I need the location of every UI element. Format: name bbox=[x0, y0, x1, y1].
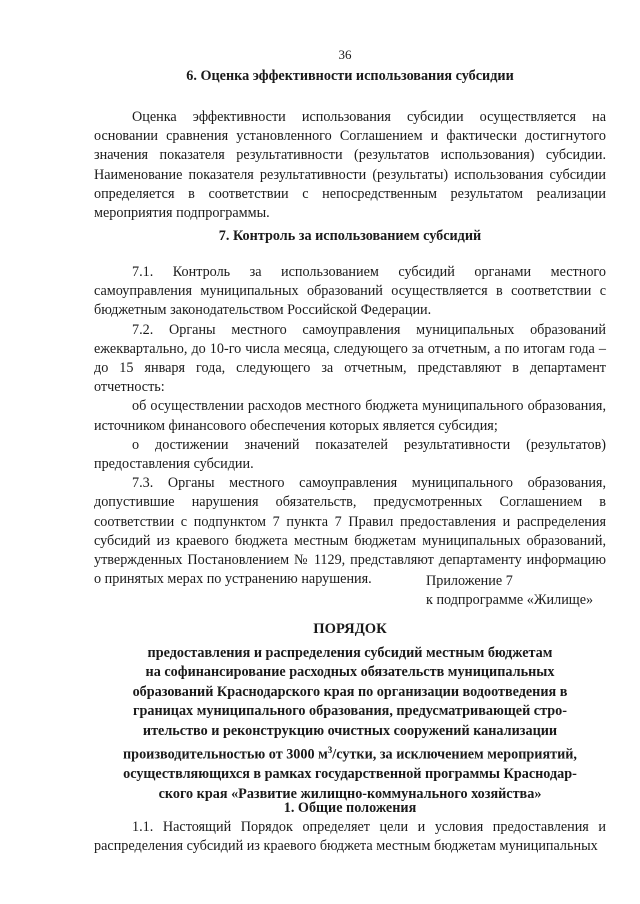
section-1-body bbox=[94, 818, 606, 856]
paragraph-7-3: 7.3. Органы местного самоуправления муниципального образования, допустившие нарушения обязательств, предусмотренных Соглашением в соответствии с подпунктом 7 пункта 7 Правил предоставления и распределения субсидий из краевого бюджета местным бюджетам муниципальных образований, утвержденных Постановлением № 1129, представляют департаменту информацию о принятых мерах по устранению нарушения. bbox=[94, 475, 606, 588]
order-subtitle-line bbox=[94, 741, 606, 765]
order-subtitle-line: осуществляющихся в рамках государственной программы Краснодар- bbox=[123, 766, 577, 783]
appendix-line-1: Приложение 7 bbox=[426, 573, 513, 589]
order-subtitle-line: ительство и реконструкцию очистных сооружений канализации bbox=[142, 722, 558, 739]
paragraph-1-1: 1.1. Настоящий Порядок определяет цели и условия предоставления и распределения субсидий из краевого бюджета местным бюджетам муниципальных bbox=[94, 819, 606, 855]
section-1-heading: 1. Общие положения bbox=[283, 800, 417, 816]
appendix-line-2: к подпрограмме «Жилище» bbox=[426, 592, 594, 608]
appendix-note bbox=[426, 572, 616, 610]
order-subtitle-part: /сутки, за исключением мероприятий, bbox=[332, 746, 577, 763]
order-subtitle-line: предоставления и распределения субсидий местным бюджетам bbox=[147, 644, 553, 661]
section-6-paragraph: Оценка эффективности использования субсидии осуществляется на основании сравнения установленного Соглашением и фактически достигнутого значения показателя результативности (результатов использования) субсидии. Наименование показателя результативности (результаты) использования субсидии определяется в соответствии с непосредственным результатом реализации мероприятия подпрограммы. bbox=[94, 109, 606, 222]
order-title-block bbox=[94, 620, 606, 804]
order-subtitle-line: образований Краснодарского края по организации водоотведения в bbox=[132, 683, 568, 700]
page-number: 36 bbox=[338, 47, 352, 62]
superscript-3: 3 bbox=[327, 745, 333, 755]
order-subtitle-line: ского края «Развитие жилищно-коммунального хозяйства» bbox=[158, 785, 542, 802]
paragraph-7-1: 7.1. Контроль за использованием субсидий органами местного самоуправления муниципальных образований осуществляется в соответствии с бюджетным законодательством Российской Федерации. bbox=[94, 264, 606, 319]
order-subtitle-line: границах муниципального образования, предусматривающей стро- bbox=[133, 703, 567, 719]
paragraph-7-2: 7.2. Органы местного самоуправления муниципальных образований ежеквартально, до 10-го числа месяца, следующего за отчетным, а по итогам года – до 15 января года, следующего за отчетным, представляют в департамент отчетность: bbox=[94, 321, 606, 396]
section-6-body bbox=[94, 108, 606, 223]
section-7-body bbox=[94, 263, 606, 589]
order-subtitle-line: на софинансирование расходных обязательств муниципальных bbox=[145, 664, 555, 680]
paragraph-7-2-item-1: об осуществлении расходов местного бюджета муниципального образования, источником финансового обеспечения которых является субсидия; bbox=[94, 398, 606, 434]
section-7-heading: 7. Контроль за использованием субсидий bbox=[218, 228, 482, 244]
order-subtitle-part: производительностью от 3000 м bbox=[123, 746, 328, 763]
paragraph-7-2-item-2: о достижении значений показателей результативности (результатов) предоставления субсидии. bbox=[94, 436, 606, 473]
section-6-heading: 6. Оценка эффективности использования субсидии bbox=[186, 68, 514, 84]
order-title: ПОРЯДОК bbox=[313, 621, 387, 637]
